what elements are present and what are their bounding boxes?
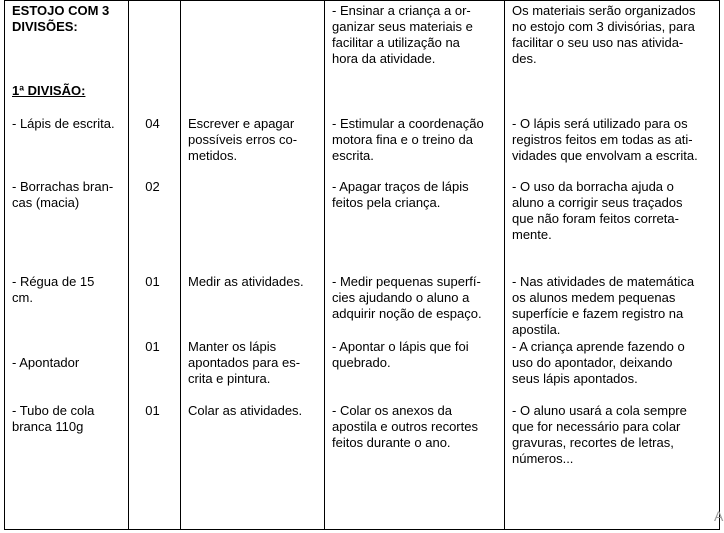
item-note: - O uso da borracha ajuda o aluno a corrigir seus traçados que não foram feitos correta- mente.	[512, 179, 683, 242]
item-name: - Lápis de escrita.	[12, 116, 115, 131]
item-name: - Régua de 15 cm.	[12, 274, 95, 305]
item-quantity: 01	[145, 339, 160, 354]
item-name: - Tubo de cola branca 110g	[12, 403, 95, 434]
item-objective: - Apagar traços de lápis feitos pela criança.	[332, 179, 469, 210]
section-title: 1ª DIVISÃO:	[12, 83, 86, 98]
materials-table	[4, 0, 720, 530]
item-use: Medir as atividades.	[188, 274, 304, 289]
item-objective: - Apontar o lápis que foi quebrado.	[332, 339, 469, 370]
item-name: - Borrachas bran- cas (macia)	[12, 179, 114, 210]
column-objective	[325, 1, 505, 530]
column-item	[5, 1, 129, 530]
item-quantity: 04	[145, 116, 160, 131]
item-use: Manter os lápis apontados para es- crita e pintura.	[188, 339, 301, 386]
item-name: - Apontador	[12, 355, 80, 370]
item-use: Colar as atividades.	[188, 403, 303, 418]
item-use: Escrever e apagar possíveis erros co- metidos.	[188, 116, 298, 163]
column-use	[181, 1, 325, 530]
column-notes	[505, 1, 720, 530]
item-quantity: 02	[145, 179, 160, 194]
item-note: - O lápis será utilizado para os registros feitos em todas as ati- vidades que envolvam a escrita.	[512, 116, 698, 163]
item-note: - Nas atividades de matemática os alunos medem pequenas superfície e fazem registro na apostila.	[512, 274, 695, 337]
header-title: ESTOJO COM 3 DIVISÕES:	[12, 3, 110, 34]
cut-off-letter: A	[714, 508, 724, 524]
item-quantity: 01	[145, 274, 160, 289]
item-note: - O aluno usará a cola sempre que for necessário para colar gravuras, recortes de letras, números...	[512, 403, 687, 466]
item-objective: - Estimular a coordenação motora fina e o treino da escrita.	[332, 116, 484, 163]
item-objective: - Colar os anexos da apostila e outros recortes feitos durante o ano.	[332, 403, 478, 450]
header-note: Os materiais serão organizados no estojo com 3 divisórias, para facilitar o seu uso nas ativida- des.	[512, 3, 696, 66]
item-note: - A criança aprende fazendo o uso do apontador, deixando seus lápis apontados.	[512, 339, 685, 386]
item-objective: - Medir pequenas superfí- cies ajudando o aluno a adquirir noção de espaço.	[332, 274, 482, 321]
header-objective: - Ensinar a criança a or- ganizar seus materiais e facilitar a utilização na hora da atividade.	[332, 3, 473, 66]
item-quantity: 01	[145, 403, 160, 418]
column-quantity	[129, 1, 181, 530]
